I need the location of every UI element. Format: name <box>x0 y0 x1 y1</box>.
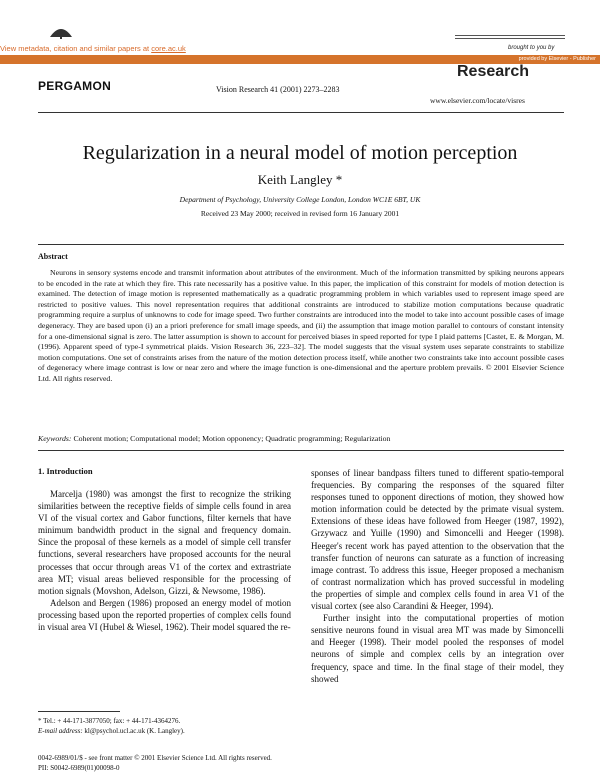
right-column <box>311 467 564 685</box>
footnote-rule <box>38 711 120 712</box>
keywords-list: Coherent motion; Computational model; Motion opponency; Quadratic programming; Regularization <box>71 434 391 443</box>
provided-by[interactable]: provided by Elsevier - Publisher <box>518 56 596 62</box>
journal-name: Research <box>457 63 530 80</box>
abstract-text: Neurons in sensory systems encode and transmit information about attributes of the environment. Much of the information transmitted by spiking neurons appears to be encoded in the rate at which they fire. This rate necessarily has a positive value. In this paper, the implication of this constraint for models of motion detection is examined. The detection of image motion is represented mathematically as a quadratic programming problem in which variables used to represent image speed are restricted to positive values. This novel representation requires that additional constraints are introduced to stabilize motion computations because quadratic programming require a surplus of unknowns to code for image speed. Two further constraints are introduced into the model to take into account possible cases of image degeneracy. They are based upon (i) an a priori preference for small image speeds, and (ii) the assumption that image motion parallel to contours of constant intensity for a one-dimensional signal is zero. The latter assumption is shown to account for perceived biases in speed reported for type I plaid patterns [Castet, E. & Morgan, M. (1996). Apparent speed of type-I symmetrical plaids. Vision Research 36, 223–32]. The model suggests that the visual system uses separate constraints to stabilize motion computations. One set of constraints arises from the nature of the motion detection process itself, while another two constraints take into account possible cases of degeneracy where image contrast is low or near zero and where the image function is one-dimensional and the aperture problem prevails. © 2001 Elsevier Science Ltd. All rights reserved. <box>38 268 564 383</box>
publisher-name: PERGAMON <box>38 79 112 93</box>
copyright-line: 0042-6989/01/$ - see front matter © 2001 Elsevier Science Ltd. All rights reserved. <box>38 754 272 762</box>
keywords-bottom-rule <box>38 450 564 451</box>
paragraph: Adelson and Bergen (1986) proposed an energy model of motion processing based upon the reported properties of complex cells found in visual area VI (Hubel & Wiesel, 1962). Their model squared the re- <box>38 597 291 633</box>
keywords <box>38 434 564 443</box>
section-heading-introduction: 1. Introduction <box>38 466 93 476</box>
journal-url[interactable]: www.elsevier.com/locate/visres <box>430 96 525 105</box>
received-dates: Received 23 May 2000; received in revised form 16 January 2001 <box>200 209 400 218</box>
top-rule <box>455 35 565 36</box>
affiliation: Department of Psychology, University College London, London WC1E 6BT, UK <box>179 195 421 204</box>
elsevier-tree-icon <box>48 25 74 39</box>
header-rule <box>38 112 564 113</box>
core-metadata-link[interactable]: View metadata, citation and similar papers at core.ac.uk <box>0 44 186 53</box>
paragraph: sponses of linear bandpass filters tuned to different spatio-temporal frequencies. By comparing the responses of the squared filter responses tuned to opponent directions of motion, they showed how motion information could be detected by the primate visual system. Extensions of these ideas have followed from Heeger (1987, 1992), Grzywacz and Yuille (1990) and Simoncelli and Heeger (1998). Heeger's recent work has payed attention to the observation that the transfer function of neurons can saturate as a function of increasing image contrast. To address this issue, Heeger proposed a mechanism of contrast normalization which has proved successful in modeling the properties of simple and complex cells found in area V1 of the visual cortex (see also Carandini & Heeger, 1994). <box>311 468 564 612</box>
paragraph: Marcelja (1980) was amongst the first to recognize the striking similarities between the receptive fields of simple cells found in area VI of the visual cortex and Gabor functions, filter kernels that have minimum bandwidth product in the signal and frequency domain. Since the proposal of these kernels as a model of simple cell transfer functions, several researchers have proposed accounts for the neural processes that occur through areas V1 of the cortex and extrastriate area MT; visual areas believed responsible for the processing of motion signals (Movshon, Adelson, Gizzi, & Newsome, 1986). <box>38 489 291 596</box>
core-link[interactable]: core.ac.uk <box>151 44 186 53</box>
brought-to-you: brought to you by <box>508 45 555 51</box>
left-column <box>38 488 291 633</box>
page-footer <box>38 753 272 773</box>
footnote <box>38 716 298 736</box>
footnote-tel: * Tel.: + 44-171-3877050; fax: + 44-171-4364276. <box>38 717 181 725</box>
pii-line: PII: S0042-6989(01)00098-0 <box>38 764 120 772</box>
article-title: Regularization in a neural model of motion perception <box>82 142 518 164</box>
abstract-top-rule <box>38 244 564 245</box>
paragraph: Further insight into the computational properties of motion sensitive neurons found in visual area MT was made by Simoncelli and Heeger (1998). Their model pooled the responses of model neurons of simple and complex cells by an integration over frequency, space and time. In the final stage of their model, they showed <box>311 613 564 684</box>
keywords-label: Keywords: <box>38 434 72 443</box>
footnote-email: E-mail address: kl@psychol.ucl.ac.uk (K. Langley). <box>38 727 185 735</box>
journal-reference: Vision Research 41 (2001) 2273–2283 <box>216 85 340 94</box>
abstract-heading: Abstract <box>38 252 68 261</box>
top-rule-2 <box>455 38 565 39</box>
author: Keith Langley * <box>257 172 343 187</box>
